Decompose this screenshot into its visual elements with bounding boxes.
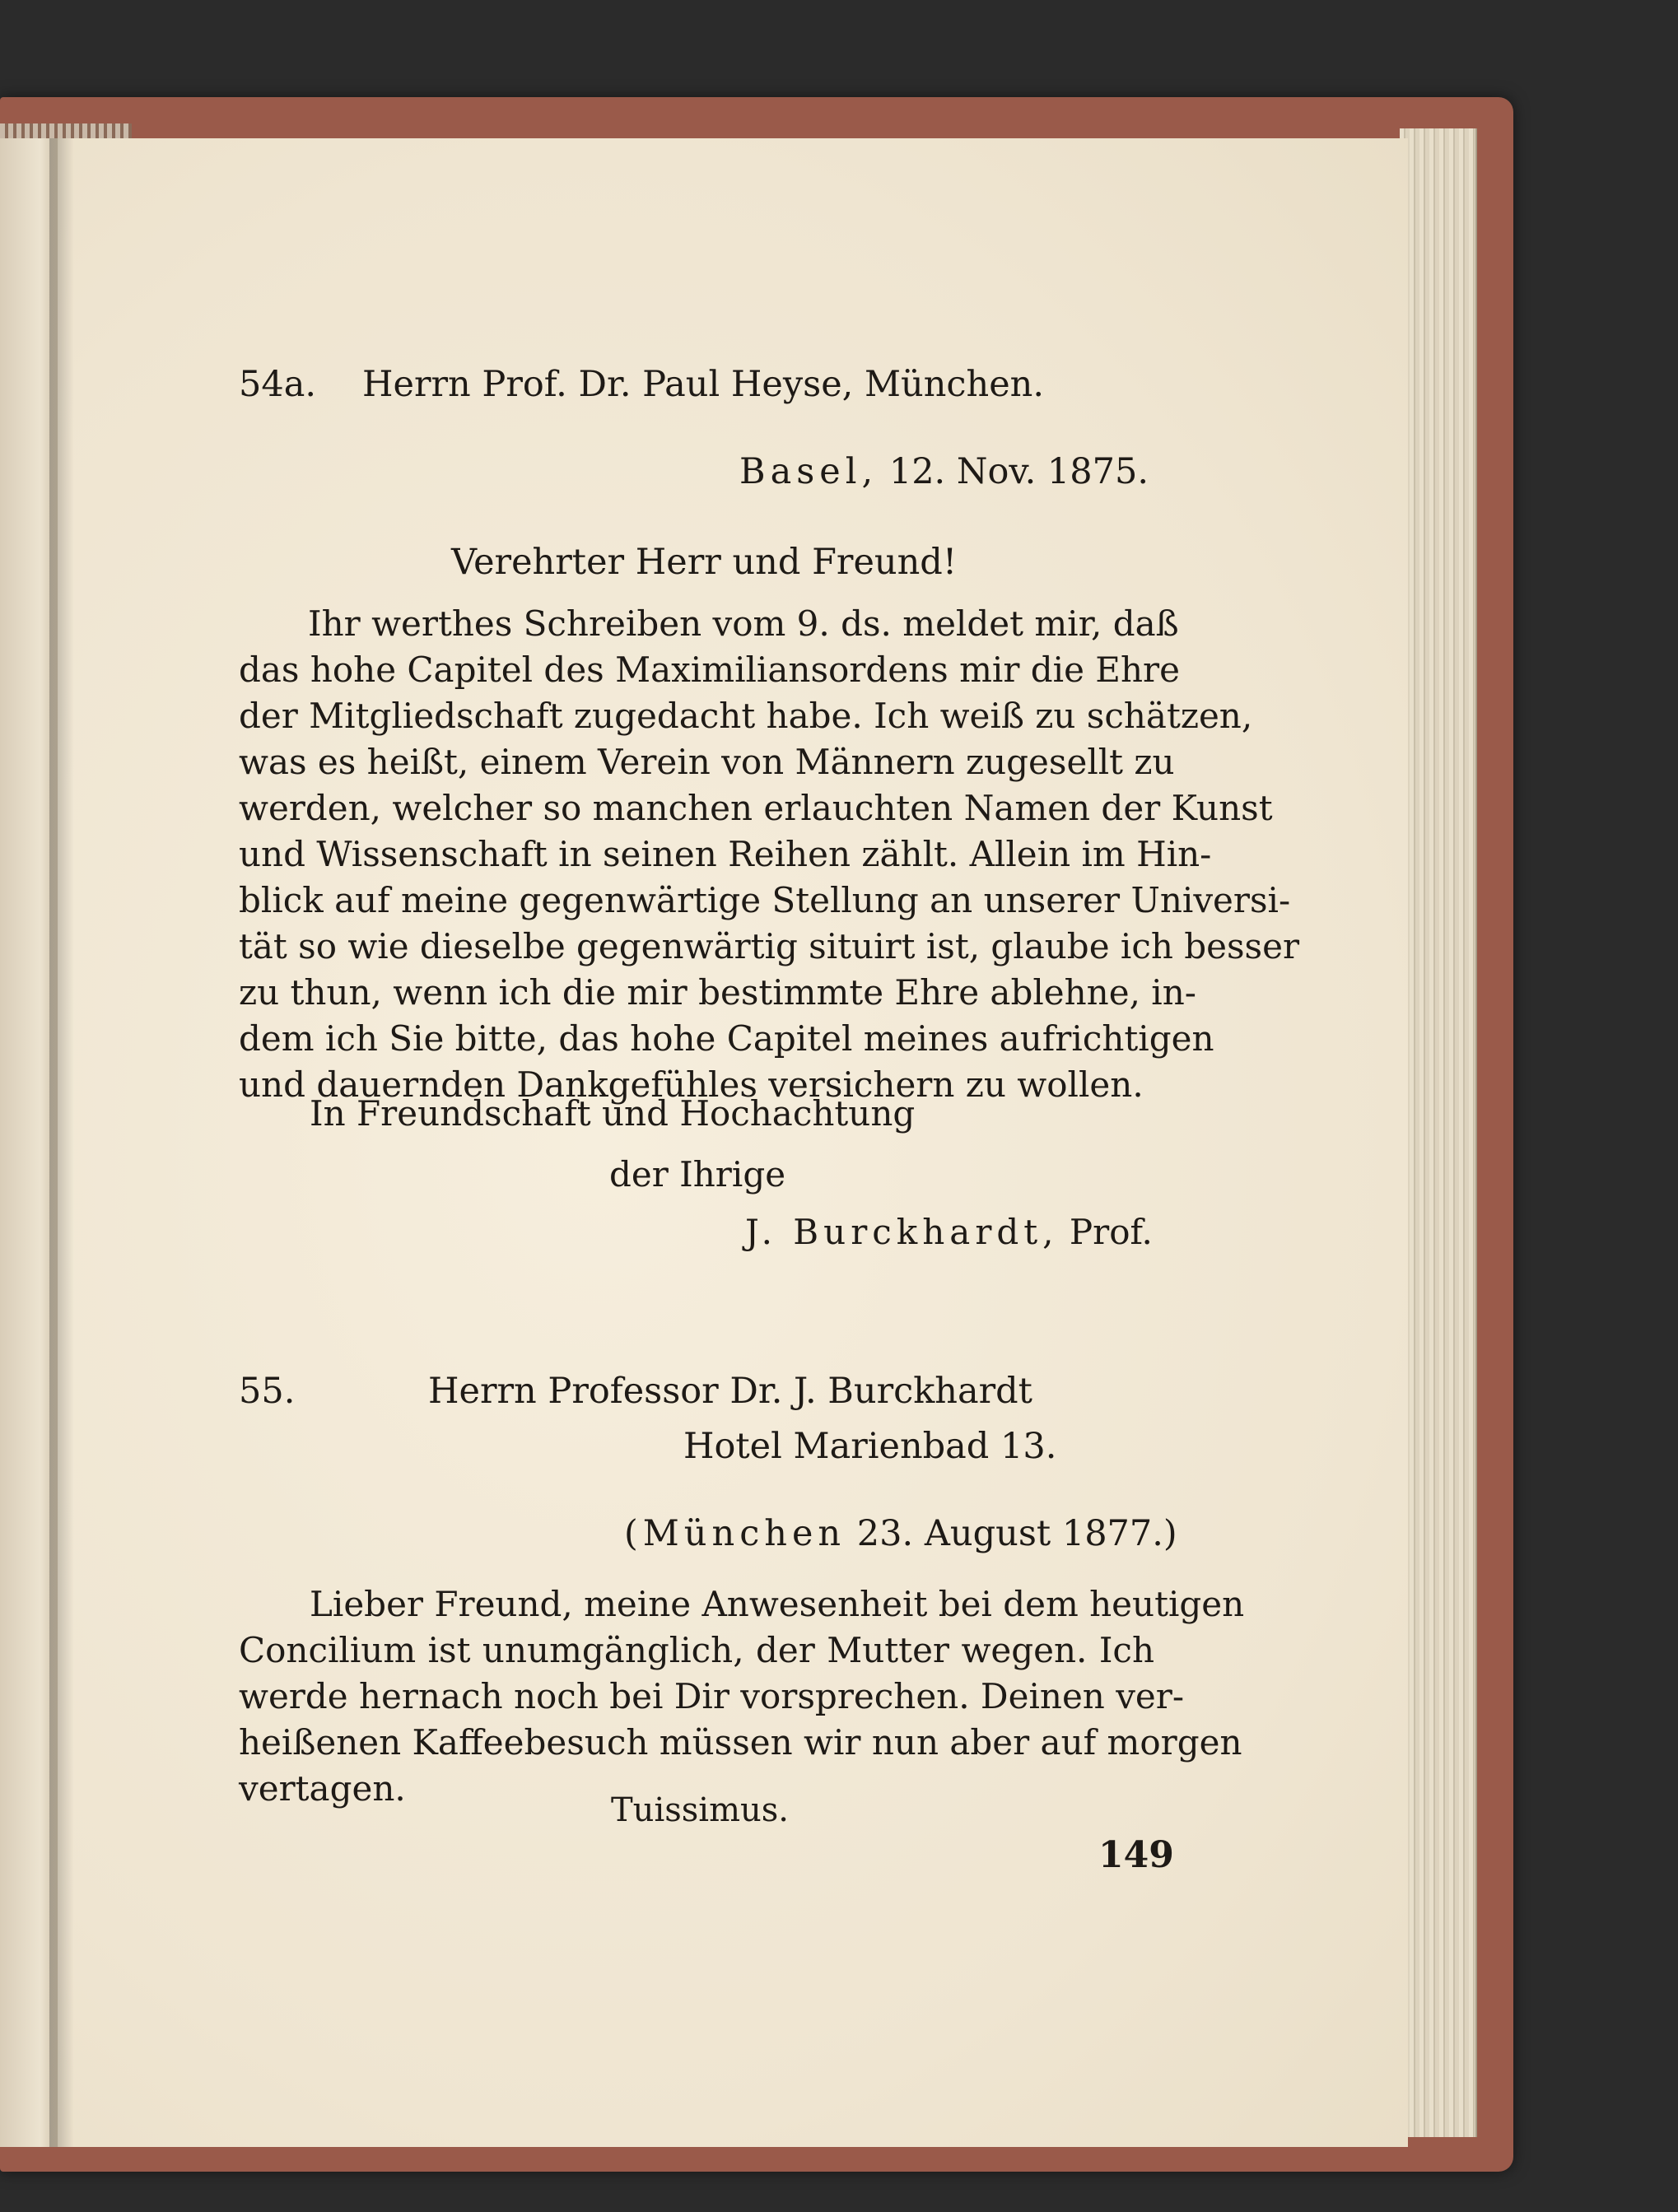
right-page [58, 138, 1408, 2147]
page-number: 149 [1098, 1834, 1174, 1876]
body-line: und dauernden Dankgefühles versichern zu wollen. [239, 1064, 1144, 1105]
body-line: werde hernach noch bei Dir vorsprechen. Deinen ver- [239, 1676, 1185, 1716]
signature-title: Prof. [1069, 1212, 1153, 1252]
letter-place-date [739, 451, 1149, 492]
page-edges [1400, 128, 1477, 2137]
signature-name: J. Burckhardt, [745, 1212, 1059, 1252]
body-line: das hohe Capitel des Maximiliansordens mir die Ehre [239, 650, 1180, 690]
closing-signature: Tuissimus. [611, 1791, 790, 1829]
body-line: zu thun, wenn ich die mir bestimmte Ehre ablehne, in- [239, 972, 1196, 1013]
body-line: blick auf meine gegenwärtige Stellung an unserer Universi- [239, 880, 1291, 920]
letter-recipient-line-1: Herrn Professor Dr. J. Burckhardt [428, 1371, 1032, 1412]
closing: In Freundschaft und Hochachtung [310, 1093, 916, 1134]
letter-date: 12. Nov. 1875. [888, 451, 1149, 492]
signature [745, 1212, 1153, 1252]
body-line: tät so wie dieselbe gegenwärtig situirt ist, glaube ich besser [239, 926, 1300, 966]
body-line: und Wissenschaft in seinen Reihen zählt. Allein im Hin- [239, 834, 1212, 874]
letter-number: 55. [239, 1371, 296, 1412]
letter-recipient: Herrn Prof. Dr. Paul Heyse, München. [362, 364, 1045, 405]
letter-place: Basel, [739, 451, 879, 492]
letter-date: 23. August 1877.) [856, 1513, 1177, 1554]
letter-place: (München [624, 1513, 846, 1554]
closing-2: der Ihrige [609, 1154, 786, 1194]
letter-place-date [624, 1513, 1177, 1554]
body-line: Lieber Freund, meine Anwesenheit bei dem heutigen [310, 1584, 1245, 1624]
body-line: Ihr werthes Schreiben vom 9. ds. meldet mir, daß [308, 603, 1179, 644]
body-line: dem ich Sie bitte, das hohe Capitel meines aufrichtigen [239, 1018, 1214, 1059]
spine-shadow [49, 138, 74, 2147]
body-line: was es heißt, einem Verein von Männern zugesellt zu [239, 742, 1175, 782]
letter-number: 54a. [239, 364, 317, 405]
letter-salutation: Verehrter Herr und Freund! [451, 542, 958, 583]
body-line: Concilium ist unumgänglich, der Mutter wegen. Ich [239, 1630, 1154, 1670]
body-line: werden, welcher so manchen erlauchten Namen der Kunst [239, 788, 1273, 828]
body-line: vertagen. [239, 1768, 406, 1809]
body-line: heißenen Kaffeebesuch müssen wir nun aber auf morgen [239, 1722, 1242, 1763]
body-line: der Mitgliedschaft zugedacht habe. Ich weiß zu schätzen, [239, 696, 1253, 736]
letter-recipient-line-2: Hotel Marienbad 13. [683, 1426, 1057, 1467]
